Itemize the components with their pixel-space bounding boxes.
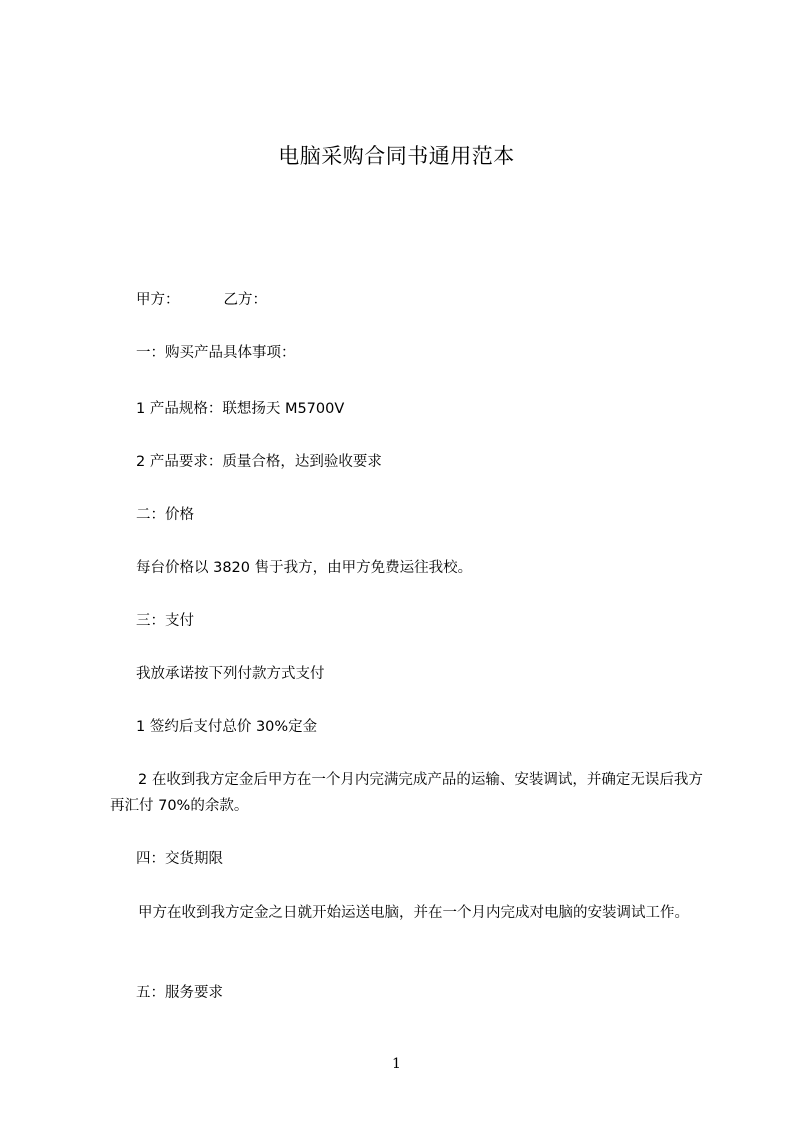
party-a-label: 甲方： xyxy=(136,292,180,308)
party-b-label: 乙方： xyxy=(223,292,267,308)
product-requirement-item: 2 产品要求：质量合格，达到验收要求 xyxy=(136,454,382,470)
payment-item-2 xyxy=(110,767,710,819)
parties-line xyxy=(136,287,708,313)
section-4-heading: 四：交货期限 xyxy=(136,851,223,867)
section-3-heading: 三：支付 xyxy=(136,613,194,629)
section-1-heading: 一：购买产品具体事项： xyxy=(136,345,296,361)
payment-item-1: 1 签约后支付总价 30%定金 xyxy=(136,719,318,735)
section-2-heading: 二：价格 xyxy=(136,507,194,523)
document-title: 电脑采购合同书通用范本 xyxy=(278,144,515,168)
product-spec-item: 1 产品规格：联想扬天 M5700V xyxy=(136,401,345,417)
section-5-heading: 五：服务要求 xyxy=(136,985,223,1001)
delivery-text: 甲方在收到我方定金之日就开始运送电脑，并在一个月内完成对电脑的安装调试工作。 xyxy=(138,905,689,921)
payment-intro: 我放承诺按下列付款方式支付 xyxy=(136,666,325,682)
price-paragraph: 每台价格以 3820 售于我方，由甲方免费运往我校。 xyxy=(136,560,473,576)
page-number: 1 xyxy=(392,1056,401,1072)
payment-item-2-text: 2 在收到我方定金后甲方在一个月内完满完成产品的运输、安装调试，并确定无误后我方再汇付 70%的余款。 xyxy=(110,772,703,814)
delivery-paragraph xyxy=(110,900,710,926)
